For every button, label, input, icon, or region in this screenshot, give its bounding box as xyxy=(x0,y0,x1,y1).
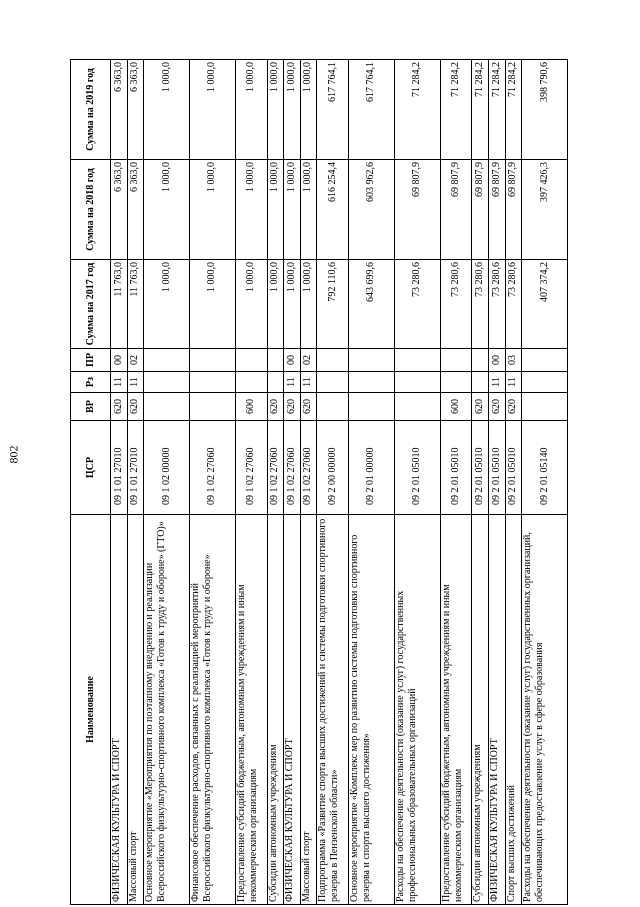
table-cell-vr: 620 xyxy=(300,393,317,421)
table-cell-sum-2017: 1 000,0 xyxy=(235,260,267,349)
table-cell-csr: 09 1 02 00000 xyxy=(144,421,190,515)
table-cell-sum-2018: 69 807,9 xyxy=(488,160,505,260)
table-row xyxy=(522,60,568,905)
table-cell-rz: 11 xyxy=(505,372,522,393)
table-cell-pr: 00 xyxy=(284,349,301,372)
table-cell-pr: 02 xyxy=(127,349,144,372)
table-cell-csr: 09 2 01 05010 xyxy=(505,421,522,515)
table-cell-vr: 620 xyxy=(127,393,144,421)
table-row xyxy=(144,60,190,905)
header-pr: ПР xyxy=(71,349,111,372)
table-cell-sum-2017: 73 280,6 xyxy=(472,260,489,349)
table-cell-sum-2018: 6 363,0 xyxy=(127,160,144,260)
table-cell-rz xyxy=(472,372,489,393)
table-cell-sum-2018: 1 000,0 xyxy=(235,160,267,260)
table-cell-pr xyxy=(394,349,440,372)
table-cell-name: Предоставление субсидий бюджетным, автономным учреждениям и иным некоммерческим организациям xyxy=(235,515,267,905)
table-cell-sum-2017: 643 699,6 xyxy=(348,260,394,349)
table-row xyxy=(440,60,472,905)
budget-table xyxy=(70,59,568,905)
table-cell-pr: 00 xyxy=(111,349,128,372)
table-cell-sum-2019: 1 000,0 xyxy=(284,60,301,160)
table-cell-pr xyxy=(440,349,472,372)
table-cell-pr xyxy=(317,349,349,372)
table-cell-pr xyxy=(348,349,394,372)
table-cell-vr xyxy=(189,393,235,421)
table-cell-name: Расходы на обеспечение деятельности (оказание услуг) государственных организаций, обеспечивающих предоставление услуг в сфере образования xyxy=(522,515,568,905)
table-cell-csr: 09 1 02 27060 xyxy=(235,421,267,515)
table-cell-vr xyxy=(522,393,568,421)
table-cell-csr: 09 1 01 27010 xyxy=(127,421,144,515)
table-cell-sum-2019: 617 764,1 xyxy=(348,60,394,160)
table-cell-name: Финансовое обеспечение расходов, связанных с реализацией мероприятий Всероссийского физкультурно-спортивного комплекса «Готов к труду и обороне» xyxy=(189,515,235,905)
table-row xyxy=(317,60,349,905)
table-cell-name: ФИЗИЧЕСКАЯ КУЛЬТУРА И СПОРТ xyxy=(284,515,301,905)
table-cell-sum-2017: 1 000,0 xyxy=(267,260,284,349)
table-cell-sum-2018: 1 000,0 xyxy=(284,160,301,260)
table-cell-pr xyxy=(144,349,190,372)
table-cell-sum-2018: 1 000,0 xyxy=(144,160,190,260)
table-cell-rz xyxy=(394,372,440,393)
table-cell-vr xyxy=(317,393,349,421)
table-cell-csr: 09 2 01 05010 xyxy=(440,421,472,515)
table-row xyxy=(267,60,284,905)
table-cell-vr: 600 xyxy=(235,393,267,421)
table-cell-sum-2018: 603 962,6 xyxy=(348,160,394,260)
table-row xyxy=(505,60,522,905)
table-row xyxy=(127,60,144,905)
table-cell-vr: 620 xyxy=(267,393,284,421)
table-cell-csr: 09 2 01 05010 xyxy=(394,421,440,515)
table-cell-sum-2017: 73 280,6 xyxy=(488,260,505,349)
table-row xyxy=(284,60,301,905)
table-cell-rz xyxy=(189,372,235,393)
table-cell-csr: 09 1 02 27060 xyxy=(267,421,284,515)
table-cell-sum-2017: 1 000,0 xyxy=(284,260,301,349)
header-sum-2019: Сумма на 2019 год xyxy=(71,60,111,160)
header-sum-2017: Сумма на 2017 год xyxy=(71,260,111,349)
table-cell-name: Массовый спорт xyxy=(300,515,317,905)
table-cell-name: Основное мероприятие «Комплекс мер по развитию системы подготовки спортивного резерва и спорта высшего достижения» xyxy=(348,515,394,905)
table-cell-rz: 11 xyxy=(284,372,301,393)
table-cell-sum-2019: 71 284,2 xyxy=(488,60,505,160)
table-cell-pr xyxy=(267,349,284,372)
table-cell-sum-2019: 1 000,0 xyxy=(189,60,235,160)
table-cell-csr: 09 2 01 05010 xyxy=(472,421,489,515)
table-cell-pr xyxy=(522,349,568,372)
table-cell-vr xyxy=(394,393,440,421)
table-cell-vr: 620 xyxy=(488,393,505,421)
page-number-text: 802 xyxy=(6,445,21,464)
table-row xyxy=(488,60,505,905)
table-cell-pr: 02 xyxy=(300,349,317,372)
table-cell-sum-2019: 71 284,2 xyxy=(440,60,472,160)
table-cell-rz xyxy=(317,372,349,393)
table-row xyxy=(348,60,394,905)
header-rz: Рз xyxy=(71,372,111,393)
table-cell-sum-2019: 1 000,0 xyxy=(300,60,317,160)
table-row xyxy=(472,60,489,905)
table-cell-csr: 09 1 02 27060 xyxy=(284,421,301,515)
table-row xyxy=(300,60,317,905)
table-cell-sum-2017: 1 000,0 xyxy=(144,260,190,349)
header-name: Наименование xyxy=(71,515,111,905)
table-cell-pr xyxy=(235,349,267,372)
table-cell-name: ФИЗИЧЕСКАЯ КУЛЬТУРА И СПОРТ xyxy=(488,515,505,905)
table-cell-rz xyxy=(522,372,568,393)
table-cell-pr: 00 xyxy=(488,349,505,372)
table-cell-sum-2018: 69 807,9 xyxy=(394,160,440,260)
table-cell-rz xyxy=(440,372,472,393)
table-cell-sum-2019: 1 000,0 xyxy=(267,60,284,160)
table-cell-sum-2017: 11 763,0 xyxy=(127,260,144,349)
header-sum-2018: Сумма на 2018 год xyxy=(71,160,111,260)
table-cell-csr: 09 2 01 05010 xyxy=(488,421,505,515)
table-cell-sum-2018: 1 000,0 xyxy=(300,160,317,260)
table-cell-vr xyxy=(144,393,190,421)
budget-table-container xyxy=(70,60,568,905)
table-cell-sum-2018: 6 363,0 xyxy=(111,160,128,260)
table-cell-csr: 09 1 02 27060 xyxy=(189,421,235,515)
table-cell-sum-2018: 1 000,0 xyxy=(189,160,235,260)
table-cell-rz: 11 xyxy=(300,372,317,393)
table-cell-sum-2017: 1 000,0 xyxy=(300,260,317,349)
table-cell-vr: 620 xyxy=(505,393,522,421)
table-cell-sum-2017: 73 280,6 xyxy=(440,260,472,349)
table-cell-vr: 600 xyxy=(440,393,472,421)
table-cell-sum-2019: 71 284,2 xyxy=(505,60,522,160)
table-cell-sum-2017: 11 763,0 xyxy=(111,260,128,349)
table-cell-name: Субсидии автономным учреждениям xyxy=(267,515,284,905)
table-cell-sum-2019: 71 284,2 xyxy=(394,60,440,160)
table-cell-sum-2018: 616 254,4 xyxy=(317,160,349,260)
table-cell-sum-2019: 6 363,0 xyxy=(111,60,128,160)
table-cell-csr: 09 2 01 00000 xyxy=(348,421,394,515)
table-cell-sum-2017: 1 000,0 xyxy=(189,260,235,349)
table-cell-sum-2019: 1 000,0 xyxy=(235,60,267,160)
table-cell-sum-2017: 407 374,2 xyxy=(522,260,568,349)
table-cell-rz xyxy=(235,372,267,393)
table-cell-vr: 620 xyxy=(472,393,489,421)
table-header-row xyxy=(71,60,111,905)
table-cell-sum-2019: 6 363,0 xyxy=(127,60,144,160)
table-cell-csr: 09 2 01 05140 xyxy=(522,421,568,515)
table-row xyxy=(394,60,440,905)
table-cell-rz xyxy=(267,372,284,393)
table-cell-sum-2018: 69 807,9 xyxy=(472,160,489,260)
table-cell-name: Субсидии автономным учреждениям xyxy=(472,515,489,905)
table-cell-rz xyxy=(144,372,190,393)
table-cell-name: Массовый спорт xyxy=(127,515,144,905)
header-vr: ВР xyxy=(71,393,111,421)
table-cell-csr: 09 1 02 27060 xyxy=(300,421,317,515)
table-cell-sum-2018: 69 807,9 xyxy=(505,160,522,260)
table-cell-rz xyxy=(348,372,394,393)
table-cell-name: Расходы на обеспечение деятельности (оказание услуг) государственных профессиональных образовательных организаций xyxy=(394,515,440,905)
table-row xyxy=(189,60,235,905)
table-cell-sum-2017: 73 280,6 xyxy=(505,260,522,349)
table-cell-sum-2019: 71 284,2 xyxy=(472,60,489,160)
table-cell-vr: 620 xyxy=(111,393,128,421)
header-csr: ЦСР xyxy=(71,421,111,515)
table-cell-rz: 11 xyxy=(488,372,505,393)
table-cell-sum-2017: 792 110,6 xyxy=(317,260,349,349)
table-cell-sum-2018: 397 426,3 xyxy=(522,160,568,260)
table-cell-sum-2019: 617 764,1 xyxy=(317,60,349,160)
table-cell-rz: 11 xyxy=(127,372,144,393)
table-cell-sum-2019: 1 000,0 xyxy=(144,60,190,160)
table-cell-csr: 09 2 00 00000 xyxy=(317,421,349,515)
table-cell-name: Подпрограмма «Развитие спорта высших достижений и системы подготовки спортивного резерва в Пензенской области» xyxy=(317,515,349,905)
table-cell-csr: 09 1 01 27010 xyxy=(111,421,128,515)
table-row xyxy=(235,60,267,905)
table-cell-vr xyxy=(348,393,394,421)
table-cell-pr: 03 xyxy=(505,349,522,372)
page-number xyxy=(0,2,28,907)
table-cell-pr xyxy=(189,349,235,372)
table-cell-sum-2018: 69 807,9 xyxy=(440,160,472,260)
table-cell-pr xyxy=(472,349,489,372)
table-cell-name: Спорт высших достижений xyxy=(505,515,522,905)
table-cell-sum-2018: 1 000,0 xyxy=(267,160,284,260)
table-cell-sum-2019: 398 790,6 xyxy=(522,60,568,160)
table-cell-name: Основное мероприятие «Мероприятия по поэтапному внедрению и реализации Всероссийского физкультурно-спортивного комплекса «Готов к труду и обороне» (ГТО)» xyxy=(144,515,190,905)
table-cell-vr: 620 xyxy=(284,393,301,421)
table-cell-rz: 11 xyxy=(111,372,128,393)
table-row xyxy=(111,60,128,905)
table-cell-name: ФИЗИЧЕСКАЯ КУЛЬТУРА И СПОРТ xyxy=(111,515,128,905)
table-cell-sum-2017: 73 280,6 xyxy=(394,260,440,349)
table-cell-name: Предоставление субсидий бюджетным, автономным учреждениям и иным некоммерческим организациям xyxy=(440,515,472,905)
